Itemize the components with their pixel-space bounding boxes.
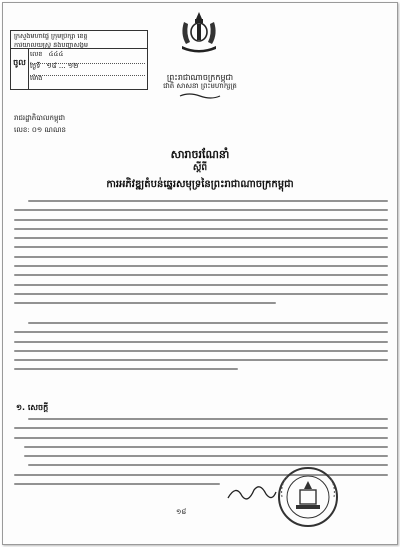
kingdom-title: ព្រះរាជាណាចក្រកម្ពុជា — [166, 73, 234, 82]
stamp-number-value: ៤៤៤ — [48, 50, 64, 58]
official-seal-icon — [276, 465, 340, 529]
authority-name: រាជរដ្ឋាភិបាលកម្ពុជា — [14, 114, 66, 122]
document-subject: ការអភិវឌ្ឍតំបន់ឆ្នេរសមុទ្រនៃព្រះរាជាណាចក្រកម្ពុជា — [106, 179, 294, 190]
document-reference: លេខ: ០១ ណណន — [14, 126, 66, 134]
stamp-extra-label: ម៉ោង — [30, 74, 43, 82]
body-paragraph-1 — [14, 200, 388, 312]
stamp-header-line2: ការិយាល័យស្រ្តី និងបញ្ហាសង្គម — [14, 41, 89, 48]
body-paragraph-2 — [14, 322, 388, 378]
stamp-number-label: លេខ — [30, 50, 43, 58]
document-about: ស្តីពី — [192, 163, 208, 173]
stamp-label: ចូល — [11, 49, 29, 89]
national-motto: ជាតិ សាសនា ព្រះមហាក្សត្រ — [163, 82, 237, 90]
stamp-header — [11, 31, 147, 49]
stamp-header-line1: ក្រសួងមហាផ្ទៃ ក្រុមប្រឹក្សា ខេត្ត — [14, 33, 88, 40]
page-number: ១៨ — [176, 508, 187, 516]
signature-icon — [226, 482, 278, 504]
section-heading: ១. សេចក្តី — [16, 403, 49, 412]
royal-crest-icon — [176, 10, 222, 54]
document-type: សារាចរណែនាំ — [170, 148, 230, 161]
stamp-date-label: ថ្ងៃទី — [30, 62, 41, 70]
ornament-divider-icon — [178, 92, 222, 100]
stamp-date-value: ១៨ ... ១២ — [46, 62, 79, 70]
